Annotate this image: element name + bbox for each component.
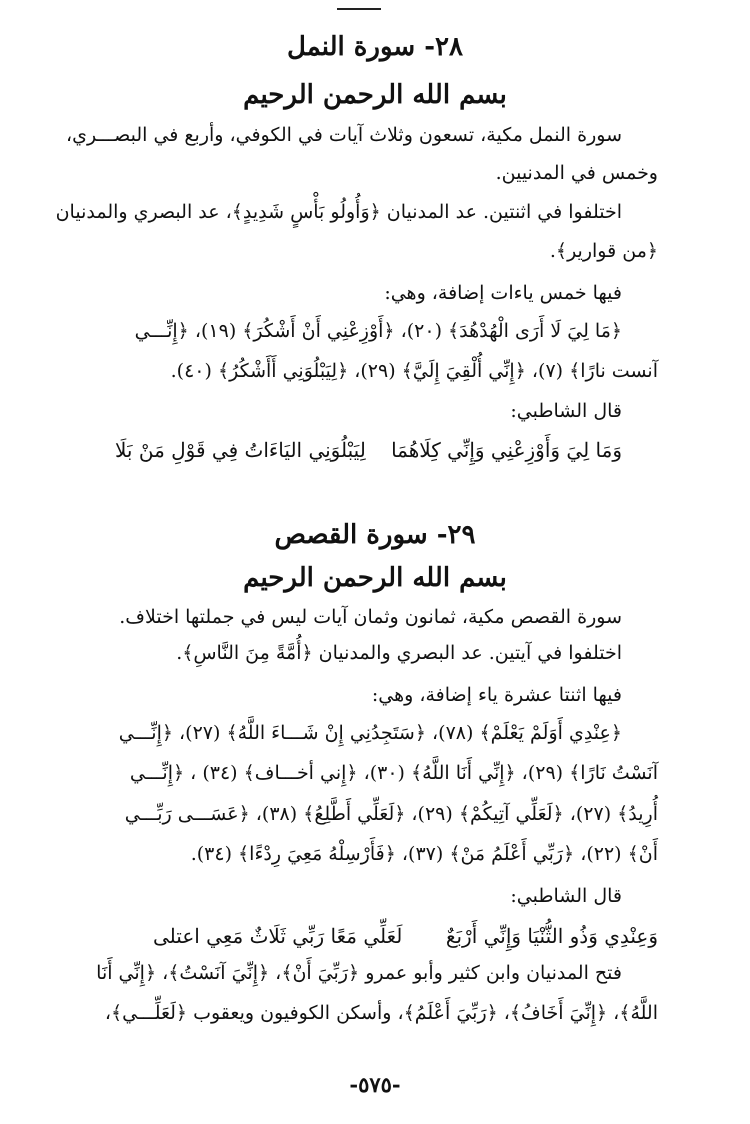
naml-shatibi-label: قال الشاطبي:: [510, 400, 622, 422]
qasas-ya-line-1: ﴿عِنْدِي أَوَلَمْ يَعْلَمْ﴾ (٧٨)، ﴿سَتَجِدُنِي إِنْ شَـــاءَ اللَّهُ﴾ (٢٧)، ﴿إِنِّـــي: [118, 722, 622, 744]
naml-diff-line-1: اختلفوا في اثنتين. عد المدنيان ﴿وَأُولُو بَأْسٍ شَدِيدٍ﴾، عد البصري والمدنيان: [55, 201, 622, 223]
qasas-final-line-2: اللَّهُ﴾، ﴿إِنِّيَ أَخَافُ﴾، ﴿رَبِّيَ أَعْلَمُ﴾، وأسكن الكوفيون ويعقوب ﴿لَعَلِّـــي﴾،: [104, 1002, 658, 1024]
naml-diff-line-2: ﴿من قوارير﴾.: [549, 240, 658, 262]
qasas-diff-line-1: اختلفوا في آيتين. عد البصري والمدنيان ﴿أُمَّةً مِنَ النَّاسِ﴾.: [176, 642, 622, 664]
surah-qasas-title: ٢٩- سورة القصص: [274, 520, 476, 550]
page-number: -٥٧٥-: [349, 1072, 401, 1097]
naml-intro-line-1: سورة النمل مكية، تسعون وثلاث آيات في الكوفي، وأربع في البصـــري،: [65, 124, 622, 146]
qasas-shatibi-label: قال الشاطبي:: [510, 885, 622, 907]
surah-naml-title: ٢٨- سورة النمل: [287, 32, 463, 62]
naml-ya-intro: فيها خمس ياءات إضافة، وهي:: [384, 282, 622, 304]
qasas-final-line-1: فتح المدنيان وابن كثير وأبو عمرو ﴿رَبِّيَ أَنْ﴾، ﴿إِنِّيَ آنَسْتُ﴾، ﴿إِنِّي أَنَا: [96, 962, 622, 984]
qasas-ya-line-2: آنَسْتُ نَارًا﴾ (٢٩)، ﴿إِنِّي أَنَا اللَّهُ﴾ (٣٠)، ﴿إِني أخـــاف﴾ (٣٤) ، ﴿إِنِّـــي: [129, 762, 658, 784]
qasas-ya-line-3: أُرِيدُ﴾ (٢٧)، ﴿لَعَلِّي آتِيكُمْ﴾ (٢٩)، ﴿لَعَلِّي أَطَّلِعُ﴾ (٣٨)، ﴿عَسَـــى رَبِّـــي: [124, 803, 658, 825]
naml-verse-right-hemistich: وَمَا لِيَ وَأَوْزِعْنِي وَإِنِّي كِلَاهُمَا: [391, 438, 622, 462]
qasas-verse-left-hemistich: لَعَلِّي مَعًا رَبِّي ثَلَاثٌ مَعِي اعتلى: [153, 924, 403, 948]
naml-ya-line-2: آنست نارًا﴾ (٧)، ﴿إِنِّي أُلْقِيَ إِلَيَّ﴾ (٢٩)، ﴿لِيَبْلُوَنِي أَأَشْكُرُ﴾ (٤٠).: [170, 360, 658, 382]
naml-verse-left-hemistich: لِيَبْلُوَنِي اليَاءَاتُ فِي قَوْلِ مَنْ بَلَا: [115, 438, 366, 462]
naml-intro-line-2: وخمس في المدنيين.: [495, 162, 658, 184]
surah-qasas-basmala: بسم الله الرحمن الرحيم: [243, 563, 507, 593]
qasas-ya-intro: فيها اثنتا عشرة ياء إضافة، وهي:: [371, 684, 622, 706]
qasas-intro-line-1: سورة القصص مكية، ثمانون وثمان آيات ليس في جملتها اختلاف.: [119, 606, 622, 628]
top-rule: [337, 8, 381, 10]
qasas-verse-right-hemistich: وَعِنْدِي وَذُو الثُّنْيَا وَإِنِّي أَرْبَعٌ: [445, 924, 658, 948]
qasas-ya-line-4: أَنْ﴾ (٢٢)، ﴿رَبِّي أَعْلَمُ مَنْ﴾ (٣٧)، ﴿فَأَرْسِلْهُ مَعِيَ رِدْءًا﴾ (٣٤).: [190, 843, 658, 865]
surah-naml-basmala: بسم الله الرحمن الرحيم: [243, 80, 507, 110]
naml-ya-line-1: ﴿مَا لِيَ لَا أَرَى الْهُدْهُدَ﴾ (٢٠)، ﴿أَوْزِعْنِي أَنْ أَشْكُرَ﴾ (١٩)، ﴿إِنِّـــي: [134, 320, 622, 342]
